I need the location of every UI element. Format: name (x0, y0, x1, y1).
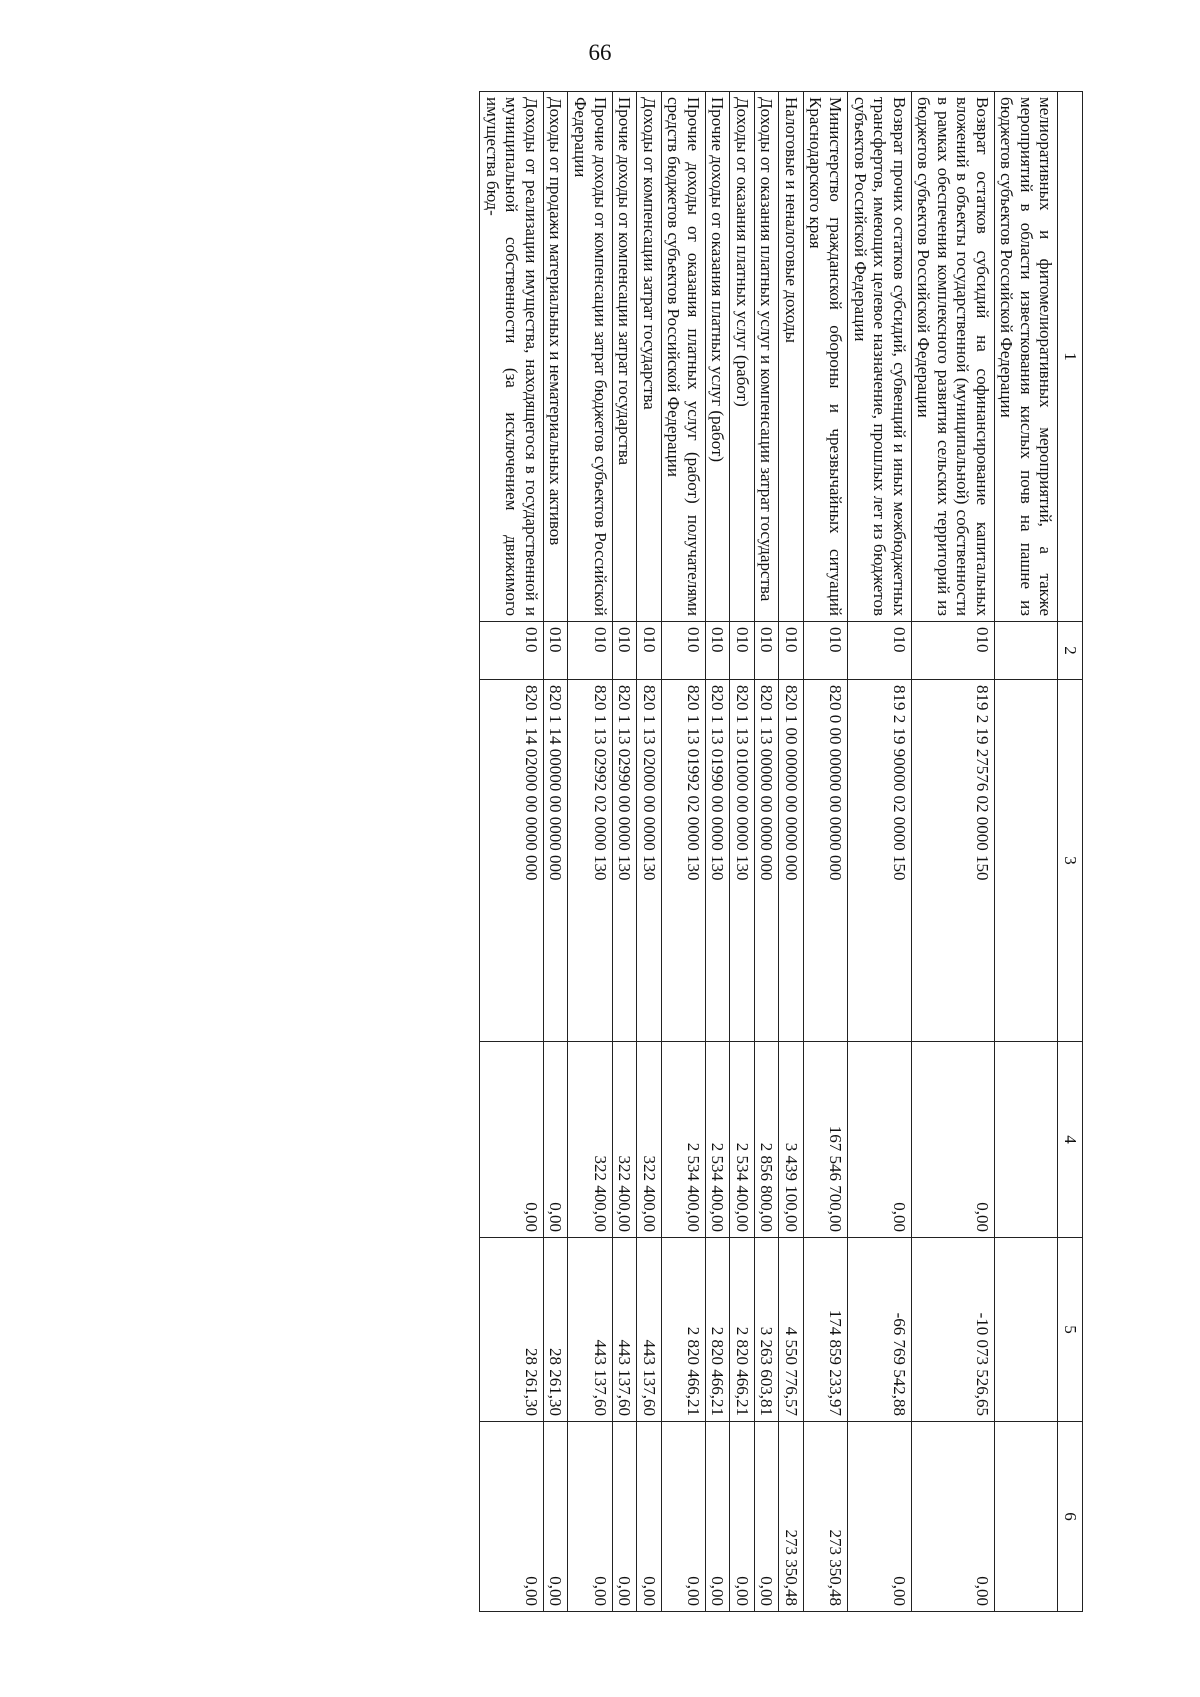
row-col6: 0,00 (543, 1422, 568, 1612)
row-name: Прочие доходы от компенсации затрат бюджетов субъектов Российской Федерации (568, 92, 612, 622)
row-name: Прочие доходы от компенсации затрат государства (612, 92, 637, 622)
row-col4: 0,00 (543, 1042, 568, 1238)
table-row (637, 92, 662, 1612)
row-indicator: 010 (543, 622, 568, 680)
row-indicator: 010 (612, 622, 637, 680)
row-col5: 2 820 466,21 (730, 1238, 755, 1422)
row-code: 820 1 13 01992 02 0000 130 (661, 680, 705, 1042)
row-col4: 2 856 800,00 (754, 1042, 779, 1238)
table-row (803, 92, 847, 1612)
row-col4: 0,00 (480, 1042, 544, 1238)
row-col5: -66 769 542,88 (847, 1238, 911, 1422)
row-col5: 28 261,30 (543, 1238, 568, 1422)
table-row (705, 92, 730, 1612)
rotated-table-container (173, 91, 1083, 1611)
row-col6 (994, 1422, 1058, 1612)
revenue-table (479, 91, 1083, 1612)
row-name: Доходы от реализации имущества, находящегося в государственной и муниципальной собственности (за исключением движимого имущества бюд- (480, 92, 544, 622)
row-code: 819 2 19 90000 02 0000 150 (847, 680, 911, 1042)
row-indicator: 010 (730, 622, 755, 680)
row-name: Возврат прочих остатков субсидий, субвенций и иных межбюджетных трансфертов, имеющих целевое назначение, прошлых лет из бюджетов субъектов Российской Федерации (847, 92, 911, 622)
row-name: Налоговые и неналоговые доходы (779, 92, 804, 622)
row-col4: 3 439 100,00 (779, 1042, 804, 1238)
row-code: 820 1 14 02000 00 0000 000 (480, 680, 544, 1042)
col-header-1: 1 (1058, 92, 1083, 622)
row-col5: 3 263 603,81 (754, 1238, 779, 1422)
row-code: 820 0 00 00000 00 0000 000 (803, 680, 847, 1042)
row-indicator: 010 (661, 622, 705, 680)
row-code: 819 2 19 27576 02 0000 150 (911, 680, 994, 1042)
table-row (730, 92, 755, 1612)
row-code: 820 1 13 01990 00 0000 130 (705, 680, 730, 1042)
row-indicator: 010 (480, 622, 544, 680)
row-col6: 0,00 (480, 1422, 544, 1612)
row-col6: 0,00 (612, 1422, 637, 1612)
row-col5: 2 820 466,21 (705, 1238, 730, 1422)
col-header-6: 6 (1058, 1422, 1083, 1612)
row-col6: 0,00 (730, 1422, 755, 1612)
row-code: 820 1 13 02992 02 0000 130 (568, 680, 612, 1042)
row-code: 820 1 13 00000 00 0000 000 (754, 680, 779, 1042)
row-col4: 322 400,00 (612, 1042, 637, 1238)
row-col6: 0,00 (637, 1422, 662, 1612)
row-col4: 2 534 400,00 (705, 1042, 730, 1238)
row-indicator: 010 (754, 622, 779, 680)
table-row (754, 92, 779, 1612)
row-name: Доходы от компенсации затрат государства (637, 92, 662, 622)
row-indicator: 010 (911, 622, 994, 680)
row-col6: 0,00 (754, 1422, 779, 1612)
row-indicator: 010 (803, 622, 847, 680)
row-indicator: 010 (637, 622, 662, 680)
row-code: 820 1 13 02990 00 0000 130 (612, 680, 637, 1042)
table-row (994, 92, 1058, 1612)
row-name: Возврат остатков субсидий на софинансирование капитальных вложений в объекты государственной (муниципальной) собственности в рамках обеспечения комплексного развития сельских территорий из бюджетов субъектов Российской Федерации (911, 92, 994, 622)
row-col5: 28 261,30 (480, 1238, 544, 1422)
row-name: Министерство гражданской обороны и чрезвычайных ситуаций Краснодарского края (803, 92, 847, 622)
row-col6: 0,00 (847, 1422, 911, 1612)
table-row (911, 92, 994, 1612)
table-row (779, 92, 804, 1612)
row-code: 820 1 13 02000 00 0000 130 (637, 680, 662, 1042)
row-name: Доходы от оказания платных услуг (работ) (730, 92, 755, 622)
row-name: Прочие доходы от оказания платных услуг (работ) получателями средств бюджетов субъектов Российской Федерации (661, 92, 705, 622)
row-indicator: 010 (705, 622, 730, 680)
row-code: 820 1 00 00000 00 0000 000 (779, 680, 804, 1042)
row-indicator: 010 (847, 622, 911, 680)
page-number: 66 (588, 40, 612, 65)
header-row (1058, 92, 1083, 1612)
row-indicator: 010 (568, 622, 612, 680)
table-row (847, 92, 911, 1612)
row-col5: 443 137,60 (568, 1238, 612, 1422)
row-col6: 0,00 (911, 1422, 994, 1612)
row-col4: 0,00 (847, 1042, 911, 1238)
row-name: Доходы от оказания платных услуг и компенсации затрат государства (754, 92, 779, 622)
table-row (612, 92, 637, 1612)
row-code: 820 1 13 01000 00 0000 130 (730, 680, 755, 1042)
row-col5: 2 820 466,21 (661, 1238, 705, 1422)
row-col6: 273 350,48 (779, 1422, 804, 1612)
row-code (994, 680, 1058, 1042)
row-name: Доходы от продажи материальных и нематериальных активов (543, 92, 568, 622)
col-header-4: 4 (1058, 1042, 1083, 1238)
row-name: мелиоративных и фитомелиоративных мероприятий, а также мероприятий в области известкования кислых почв на пашне из бюджетов субъектов Российской Федерации (994, 92, 1058, 622)
row-indicator: 010 (779, 622, 804, 680)
row-indicator (994, 622, 1058, 680)
row-col4 (994, 1042, 1058, 1238)
table-row (480, 92, 544, 1612)
row-col4: 0,00 (911, 1042, 994, 1238)
row-col5 (994, 1238, 1058, 1422)
row-col6: 0,00 (568, 1422, 612, 1612)
table-row (661, 92, 705, 1612)
row-name: Прочие доходы от оказания платных услуг (работ) (705, 92, 730, 622)
row-col4: 322 400,00 (637, 1042, 662, 1238)
col-header-5: 5 (1058, 1238, 1083, 1422)
row-col4: 2 534 400,00 (730, 1042, 755, 1238)
table-row (568, 92, 612, 1612)
row-col5: 443 137,60 (612, 1238, 637, 1422)
row-col5: 443 137,60 (637, 1238, 662, 1422)
col-header-2: 2 (1058, 622, 1083, 680)
row-col6: 273 350,48 (803, 1422, 847, 1612)
table-row (543, 92, 568, 1612)
row-code: 820 1 14 00000 00 0000 000 (543, 680, 568, 1042)
row-col5: 174 859 233,97 (803, 1238, 847, 1422)
row-col4: 322 400,00 (568, 1042, 612, 1238)
col-header-3: 3 (1058, 680, 1083, 1042)
row-col5: -10 073 526,65 (911, 1238, 994, 1422)
row-col5: 4 550 776,57 (779, 1238, 804, 1422)
row-col6: 0,00 (705, 1422, 730, 1612)
row-col4: 2 534 400,00 (661, 1042, 705, 1238)
row-col4: 167 546 700,00 (803, 1042, 847, 1238)
row-col6: 0,00 (661, 1422, 705, 1612)
